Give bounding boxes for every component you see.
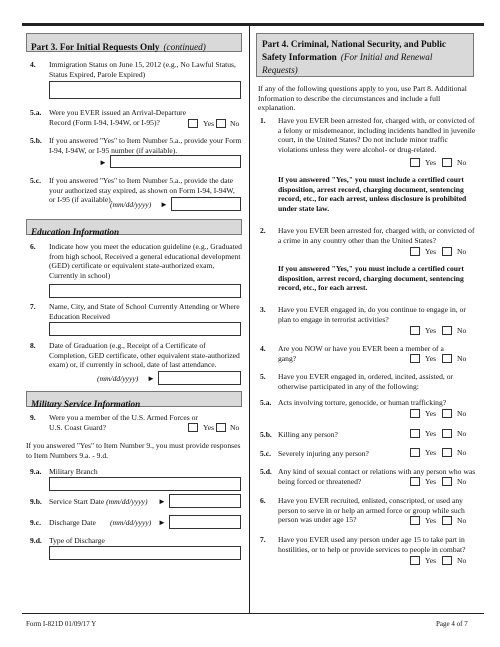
q9-no-checkbox[interactable] xyxy=(216,423,226,432)
r-q4-yes-checkbox[interactable] xyxy=(410,354,420,363)
q5c-number: 5.c. xyxy=(30,176,41,185)
r-q5-text: Have you EVER engaged in, ordered, incited, assisted, or otherwise participated in any of the following: xyxy=(278,372,454,391)
q5a-no-label: No xyxy=(230,119,240,128)
q5a-number: 5.a. xyxy=(30,108,42,117)
q9c-number: 9.c. xyxy=(30,518,41,527)
r-q2-no-checkbox[interactable] xyxy=(442,247,452,256)
q9b-number: 9.b. xyxy=(30,497,42,506)
q9c-text: Discharge Date xyxy=(49,518,96,527)
r-q5c-yes-checkbox[interactable] xyxy=(410,448,420,457)
r-q5c-no-checkbox[interactable] xyxy=(442,448,452,457)
r-q6-text: Have you EVER recruited, enlisted, conscripted, or used any person to serve in or help an armed force or group while such person was under age 15? xyxy=(278,496,465,525)
r-q7-no-checkbox[interactable] xyxy=(442,556,452,565)
arrow-right-icon: ► xyxy=(99,158,107,167)
q5b-text: If you answered "Yes" to Item Number 5.a., provide your Form I-94, I-94W, or I-95 number (if available). xyxy=(49,136,242,155)
r-q6-number: 6. xyxy=(260,496,266,505)
r-q1-note: If you answered "Yes," you must include a certified court disposition, arrest record, charging document, sentencing record, etc., for each arrest, unless disclosure is prohibited under state law. xyxy=(278,175,467,213)
r-q1-yes-checkbox[interactable] xyxy=(410,158,420,167)
r-q2-number: 2. xyxy=(260,226,266,235)
r-q4-no-label: No xyxy=(457,354,467,363)
q5c-date-hint: (mm/dd/yyyy) xyxy=(110,200,152,209)
r-q5-number: 5. xyxy=(260,372,266,381)
r-q7-no-label: No xyxy=(457,556,467,565)
arrow-right-icon: ► xyxy=(158,497,166,506)
q9-follow-text: If you answered "Yes" to Item Number 9., you must provide responses to Item Numbers 9.a. - 9.d. xyxy=(26,441,241,460)
r-q5c-no-label: No xyxy=(457,448,467,457)
q7-text: Name, City, and State of School Currently Attending or Where Education Received xyxy=(49,302,240,321)
r-q3-number: 3. xyxy=(260,305,266,314)
q6-number: 6. xyxy=(30,242,36,251)
r-q1-yes-label: Yes xyxy=(425,158,437,167)
r-q1-no-checkbox[interactable] xyxy=(442,158,452,167)
r-q5b-no-label: No xyxy=(457,429,467,438)
r-q6-no-label: No xyxy=(457,516,467,525)
q5a-no-checkbox[interactable] xyxy=(216,119,226,128)
r-q5a-yes-checkbox[interactable] xyxy=(410,409,420,418)
q5c-text: If you answered "Yes" to Item Number 5.a., provide the date your authorized stay expired, as shown on Form I-94, I-94W, or I-95 (if available). xyxy=(49,176,235,205)
r-q5d-yes-checkbox[interactable] xyxy=(410,477,420,486)
r-q2-yes-label: Yes xyxy=(425,247,437,256)
r-q7-text: Have you EVER used any person under age 15 to take part in hostilities, or to help or provide services to people in combat? xyxy=(278,535,466,554)
graduation-date-field[interactable] xyxy=(158,371,241,385)
q9c-date-hint: (mm/dd/yyyy) xyxy=(110,518,152,527)
r-q7-number: 7. xyxy=(260,535,266,544)
q5b-number: 5.b. xyxy=(30,136,42,145)
education-title: Education Information xyxy=(31,227,120,237)
r-q3-text: Have you EVER engaged in, do you continue to engage in, or plan to engage in terrorist activities? xyxy=(278,305,466,324)
r-q5d-no-checkbox[interactable] xyxy=(442,477,452,486)
r-q2-yes-checkbox[interactable] xyxy=(410,247,420,256)
r-q5a-no-checkbox[interactable] xyxy=(442,409,452,418)
q9-yes-checkbox[interactable] xyxy=(188,423,198,432)
r-q6-yes-checkbox[interactable] xyxy=(410,516,420,525)
r-q4-text: Are you NOW or have you EVER been a member of a gang? xyxy=(278,344,444,363)
q8-number: 8. xyxy=(30,341,36,350)
r-q1-text: Have you EVER been arrested for, charged with, or convicted of a felony or misdemeanor, including incidents handled in juvenile court, in the United States? Do not include minor traffic violations unless they were alcohol- or drug-related. xyxy=(278,116,476,154)
q9-text: Were you a member of the U.S. Armed Forces or U.S. Coast Guard? xyxy=(49,413,198,432)
r-q5d-yes-label: Yes xyxy=(425,477,437,486)
part4-intro: If any of the following questions apply to you, use Part 8. Additional Information to describe the circumstances and include a full explanation. xyxy=(258,84,467,113)
r-q5d-text: Any kind of sexual contact or relations with any person who was being forced or threatened? xyxy=(278,467,476,486)
r-q2-text: Have you EVER been arrested for, charged with, or convicted of a crime in any country other than the United States? xyxy=(278,226,475,245)
q8-date-hint: (mm/dd/yyyy) xyxy=(97,374,139,383)
r-q4-no-checkbox[interactable] xyxy=(442,354,452,363)
service-start-date-field[interactable] xyxy=(169,494,241,508)
r-q5d-number: 5.d. xyxy=(260,467,272,476)
q5a-yes-checkbox[interactable] xyxy=(188,119,198,128)
r-q5b-no-checkbox[interactable] xyxy=(442,429,452,438)
r-q1-number: 1. xyxy=(260,116,266,125)
part3-header xyxy=(26,33,242,52)
discharge-date-field[interactable] xyxy=(169,515,241,529)
q9d-number: 9.d. xyxy=(30,536,42,545)
r-q5b-number: 5.b. xyxy=(260,430,272,439)
education-header xyxy=(26,219,242,235)
r-q5b-text: Killing any person? xyxy=(278,430,338,439)
r-q4-yes-label: Yes xyxy=(425,354,437,363)
r-q3-yes-label: Yes xyxy=(425,326,437,335)
education-guideline-field[interactable] xyxy=(49,284,241,298)
q9a-text: Military Branch xyxy=(49,467,98,476)
q9b-text xyxy=(49,497,147,507)
q9-number: 9. xyxy=(30,413,36,422)
part4-subtitle: (For Initial and Renewal Requests) xyxy=(262,52,433,75)
column-divider xyxy=(249,26,250,613)
q6-text: Indicate how you meet the education guideline (e.g., Graduated from high school, Received a general educational development (GED) certificate or equivalent state-authorized exam, Currently in school) xyxy=(49,242,242,280)
r-q3-yes-checkbox[interactable] xyxy=(410,326,420,335)
q5a-text: Were you EVER issued an Arrival-Departure Record (Form I-94, I-94W, or I-95)? xyxy=(49,108,187,127)
r-q5a-number: 5.a. xyxy=(260,398,272,407)
arrow-right-icon: ► xyxy=(160,200,168,209)
r-q1-no-label: No xyxy=(457,158,467,167)
arrow-right-icon: ► xyxy=(158,518,166,527)
top-rule xyxy=(22,23,484,26)
r-q5c-yes-label: Yes xyxy=(425,448,437,457)
r-q5d-no-label: No xyxy=(457,477,467,486)
discharge-type-field[interactable] xyxy=(49,546,241,560)
school-field[interactable] xyxy=(49,322,241,336)
military-title: Military Service Information xyxy=(31,399,141,409)
r-q7-yes-checkbox[interactable] xyxy=(410,556,420,565)
q9b-label: Service Start Date xyxy=(49,497,105,506)
r-q6-yes-label: Yes xyxy=(425,516,437,525)
military-header xyxy=(26,391,242,407)
part4-title: Part 4. Criminal, National Security, and Public Safety Information xyxy=(262,39,447,62)
military-branch-field[interactable] xyxy=(49,477,241,491)
r-q3-no-label: No xyxy=(457,326,467,335)
q7-number: 7. xyxy=(30,302,36,311)
authorized-stay-expiry-field[interactable] xyxy=(171,197,241,211)
part3-title: Part 3. For Initial Requests Only xyxy=(31,42,160,52)
q9d-text: Type of Discharge xyxy=(49,536,105,545)
part3-subtitle: (continued) xyxy=(163,42,206,52)
r-q2-note: If you answered "Yes," you must include a certified court disposition, arrest record, charging document, sentencing record, etc., for each arrest. xyxy=(278,264,464,293)
q9-yes-label: Yes xyxy=(203,423,215,432)
immigration-status-field[interactable] xyxy=(49,81,241,99)
r-q5a-yes-label: Yes xyxy=(425,409,437,418)
r-q5b-yes-label: Yes xyxy=(425,429,437,438)
q4-text: Immigration Status on June 15, 2012 (e.g., No Lawful Status, Status Expired, Parole Expired) xyxy=(49,60,236,79)
r-q6-no-checkbox[interactable] xyxy=(442,516,452,525)
q8-text: Date of Graduation (e.g., Receipt of a Certificate of Completion, GED certificate, other equivalent state-authorized exam) or, if currently in school, date of last attendance. xyxy=(49,341,240,370)
r-q5a-no-label: No xyxy=(457,409,467,418)
r-q5b-yes-checkbox[interactable] xyxy=(410,429,420,438)
r-q4-number: 4. xyxy=(260,344,266,353)
r-q3-no-checkbox[interactable] xyxy=(442,326,452,335)
q4-number: 4. xyxy=(30,60,36,69)
page-number-footer: Page 4 of 7 xyxy=(436,620,468,628)
part4-header xyxy=(256,33,474,77)
q9-no-label: No xyxy=(230,423,240,432)
q5a-yes-label: Yes xyxy=(203,119,215,128)
r-q2-no-label: No xyxy=(457,247,467,256)
r-q5c-text: Severely injuring any person? xyxy=(278,449,369,458)
r-q5a-text: Acts involving torture, genocide, or human trafficking? xyxy=(278,398,447,407)
r-q7-yes-label: Yes xyxy=(425,556,437,565)
q9a-number: 9.a. xyxy=(30,467,42,476)
bottom-rule xyxy=(22,613,484,614)
q9b-date-hint: (mm/dd/yyyy) xyxy=(106,497,148,506)
arrow-right-icon: ► xyxy=(147,374,155,383)
i94-number-field[interactable] xyxy=(110,155,241,168)
r-q5c-number: 5.c. xyxy=(260,449,271,458)
form-id-footer: Form I-821D 01/09/17 Y xyxy=(26,620,97,628)
